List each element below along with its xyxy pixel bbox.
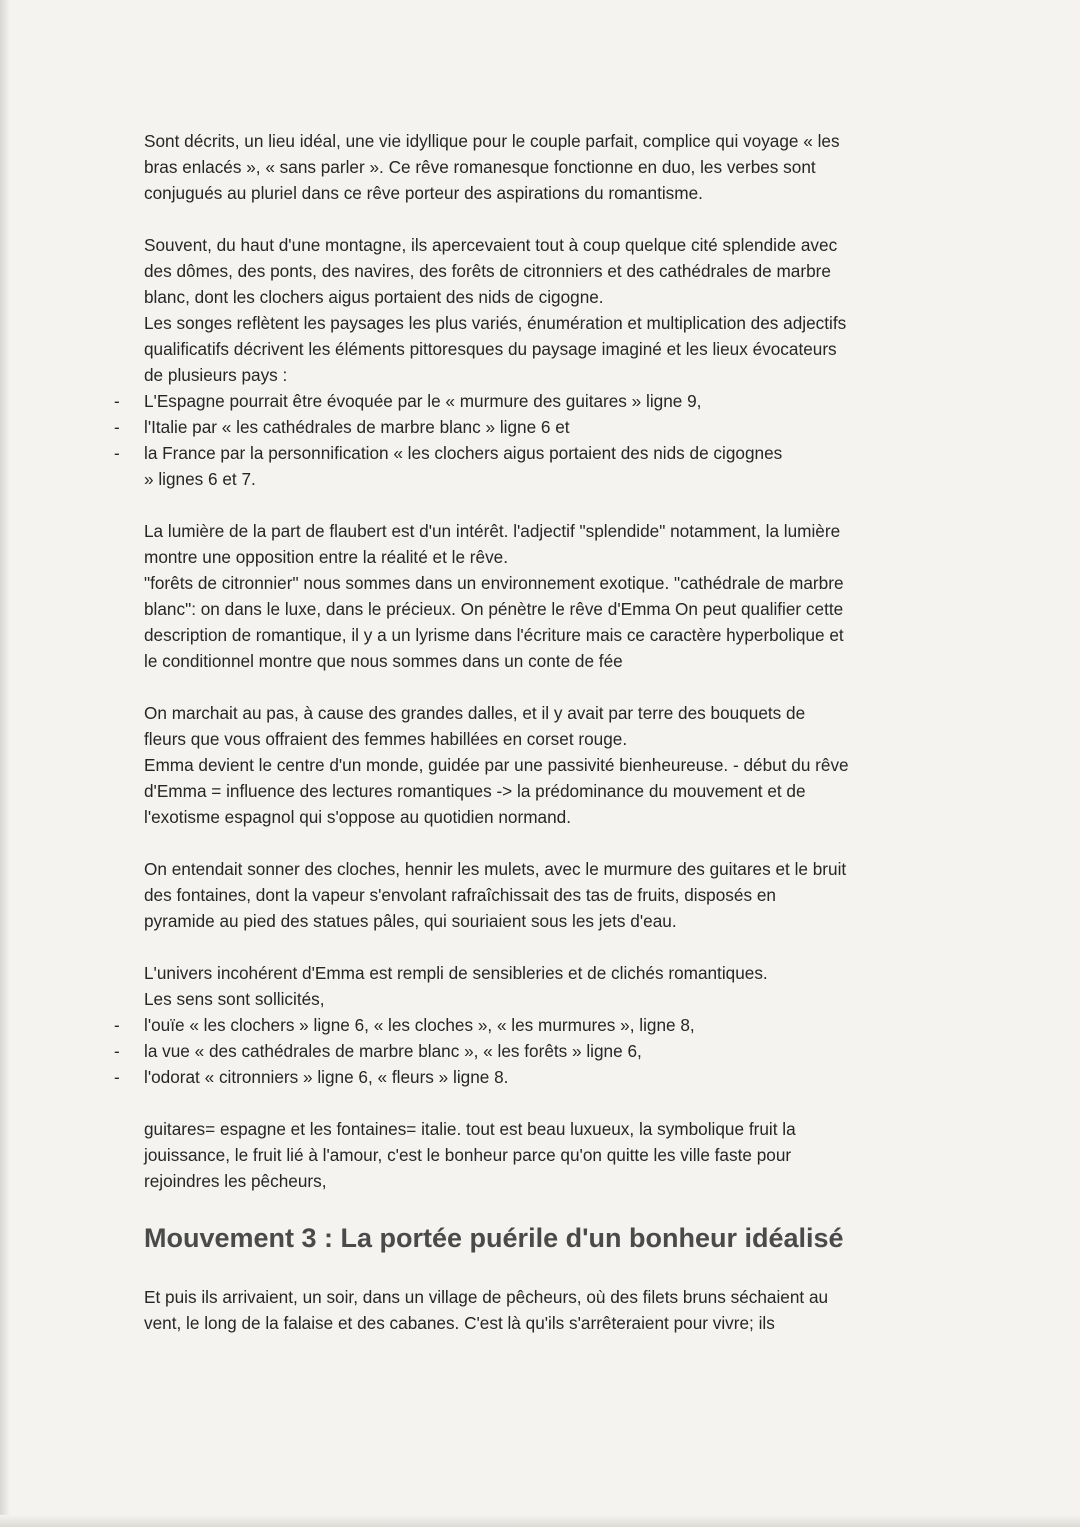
text-line: blanc": on dans le luxe, dans le précieux. On pénètre le rêve d'Emma On peut qualifier cette (144, 599, 844, 619)
text-line: Les songes reflètent les paysages les plus variés, énumération et multiplication des adjectifs (144, 313, 847, 333)
list-item-text: l'ouïe « les clochers » ligne 6, « les cloches », « les murmures », ligne 8, (144, 1015, 695, 1035)
list-sens (114, 1012, 949, 1090)
list-item-text: l'Italie par « les cathédrales de marbre blanc » ligne 6 et (144, 417, 570, 437)
text-line: d'Emma = influence des lectures romantiques -> la prédominance du mouvement et de (144, 781, 806, 801)
text-line: pyramide au pied des statues pâles, qui souriaient sous les jets d'eau. (144, 911, 677, 931)
paragraph-village-pecheurs (144, 1284, 949, 1336)
text-line: montre une opposition entre la réalité et le rêve. (144, 547, 509, 567)
text-line: Les sens sont sollicités, (144, 989, 325, 1009)
document-page (114, 128, 949, 1362)
text-line: bras enlacés », « sans parler ». Ce rêve romanesque fonctionne en duo, les verbes sont (144, 157, 816, 177)
paragraph-cloches (144, 856, 949, 934)
list-item-text: L'Espagne pourrait être évoquée par le « murmure des guitares » ligne 9, (144, 391, 702, 411)
paragraph-lumiere (144, 518, 949, 674)
list-item-text: » lignes 6 et 7. (144, 469, 256, 489)
text-line: fleurs que vous offraient des femmes habillées en corset rouge. (144, 729, 628, 749)
list-item-text: la vue « des cathédrales de marbre blanc », « les forêts » ligne 6, (144, 1041, 642, 1061)
scan-edge (0, 0, 10, 1527)
text-line: On entendait sonner des cloches, hennir les mulets, avec le murmure des guitares et le bruit (144, 859, 847, 879)
bullet-dash: - (114, 1041, 120, 1061)
paragraph-guitares-fontaines (144, 1116, 949, 1194)
paragraph-couple-ideal (144, 128, 949, 206)
text-line: Sont décrits, un lieu idéal, une vie idyllique pour le couple parfait, complice qui voyage « les (144, 131, 840, 151)
text-line: Souvent, du haut d'une montagne, ils apercevaient tout à coup quelque cité splendide avec (144, 235, 838, 255)
list-item (114, 440, 949, 466)
list-pays (114, 388, 949, 492)
scan-edge-bottom (0, 1515, 1080, 1527)
list-item (114, 1064, 949, 1090)
list-item (114, 414, 949, 440)
text-line: des dômes, des ponts, des navires, des forêts de citronniers et des cathédrales de marbre (144, 261, 831, 281)
text-line: Emma devient le centre d'un monde, guidée par une passivité bienheureuse. - début du rêve (144, 755, 849, 775)
text-line: Et puis ils arrivaient, un soir, dans un village de pêcheurs, où des filets bruns séchaient au (144, 1287, 829, 1307)
section-heading: Mouvement 3 : La portée puérile d'un bonheur idéalisé (144, 1223, 844, 1253)
text-line: guitares= espagne et les fontaines= italie. tout est beau luxueux, la symbolique fruit la (144, 1119, 796, 1139)
text-line: le conditionnel montre que nous sommes dans un conte de fée (144, 651, 623, 671)
text-line: conjugués au pluriel dans ce rêve porteur des aspirations du romantisme. (144, 183, 703, 203)
text-line: On marchait au pas, à cause des grandes dalles, et il y avait par terre des bouquets de (144, 703, 806, 723)
paragraph-univers-incoherent (144, 960, 949, 1012)
text-line: des fontaines, dont la vapeur s'envolant rafraîchissait des tas de fruits, disposés en (144, 885, 776, 905)
text-line: de plusieurs pays : (144, 365, 288, 385)
list-item (114, 1012, 949, 1038)
text-line: L'univers incohérent d'Emma est rempli de sensibleries et de clichés romantiques. (144, 963, 768, 983)
text-line: rejoindres les pêcheurs, (144, 1171, 327, 1191)
bullet-dash: - (114, 391, 120, 411)
text-line: l'exotisme espagnol qui s'oppose au quotidien normand. (144, 807, 571, 827)
bullet-dash: - (114, 443, 120, 463)
text-line: qualificatifs décrivent les éléments pittoresques du paysage imaginé et les lieux évocateurs (144, 339, 837, 359)
bullet-dash: - (114, 1067, 120, 1087)
list-item (114, 388, 949, 414)
paragraph-quote-cite-splendide (144, 232, 949, 388)
list-item-continuation (144, 466, 949, 492)
bullet-dash: - (114, 1015, 120, 1035)
paragraph-marchait-au-pas (144, 700, 949, 830)
text-line: vent, le long de la falaise et des cabanes. C'est là qu'ils s'arrêteraient pour vivre; ils (144, 1313, 775, 1333)
bullet-dash: - (114, 417, 120, 437)
list-item (114, 1038, 949, 1064)
list-item-text: l'odorat « citronniers » ligne 6, « fleurs » ligne 8. (144, 1067, 509, 1087)
text-line: "forêts de citronnier" nous sommes dans un environnement exotique. "cathédrale de marbre (144, 573, 844, 593)
list-item-text: la France par la personnification « les clochers aigus portaient des nids de cigognes (144, 443, 783, 463)
text-line: description de romantique, il y a un lyrisme dans l'écriture mais ce caractère hyperbolique et (144, 625, 844, 645)
text-line: La lumière de la part de flaubert est d'un intérêt. l'adjectif "splendide" notamment, la lumière (144, 521, 841, 541)
text-line: blanc, dont les clochers aigus portaient des nids de cigogne. (144, 287, 604, 307)
text-line: jouissance, le fruit lié à l'amour, c'est le bonheur parce qu'on quitte les ville faste pour (144, 1145, 792, 1165)
